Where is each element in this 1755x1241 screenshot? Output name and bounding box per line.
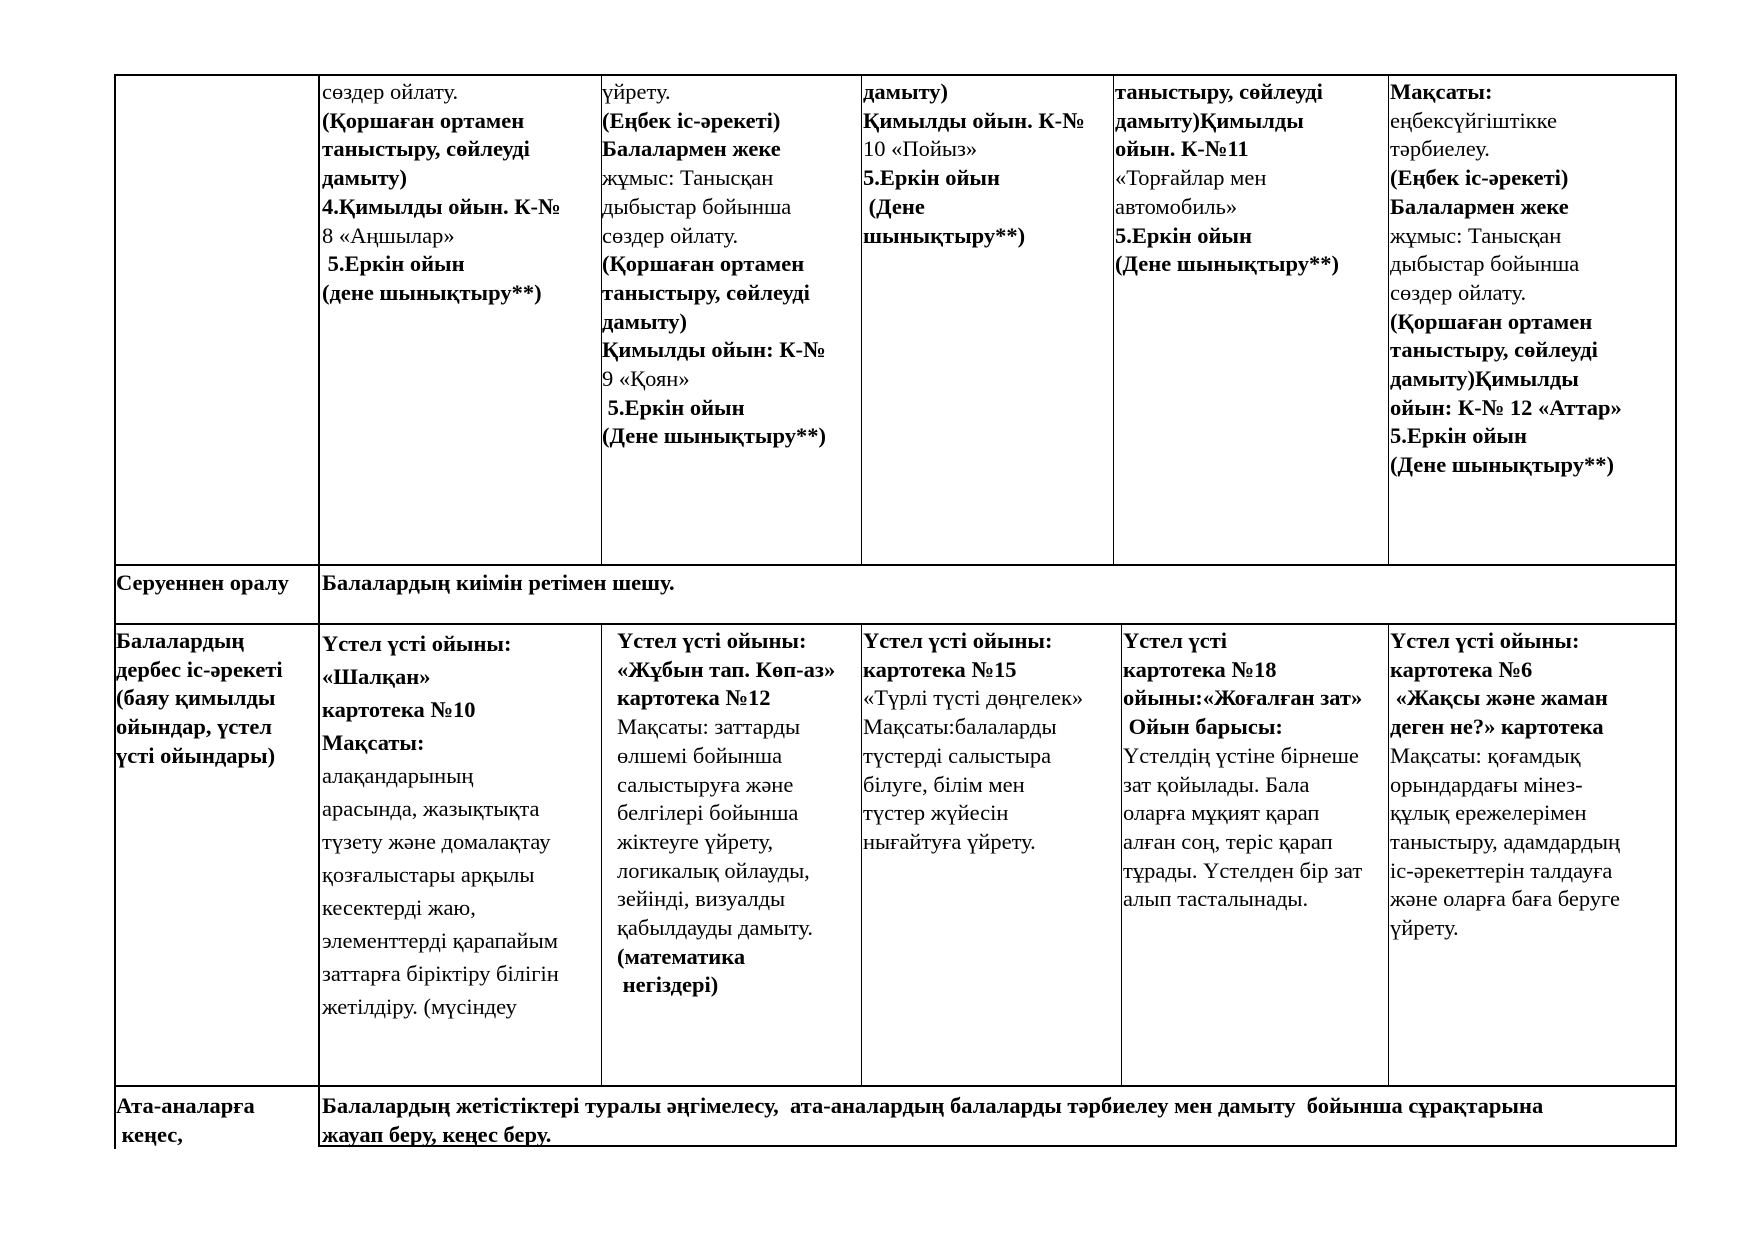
cell-line: Үстел үсті ойыны: [1390, 628, 1580, 653]
column-divider [861, 74, 862, 565]
cell-line: шынықтыру**) [863, 222, 1026, 248]
top-row-cell-3 [602, 78, 826, 451]
cell-line: 9 «Қоян» [602, 366, 690, 392]
cell-line: 5.Еркін ойын [863, 165, 1000, 191]
cell-line: (дене шынықтыру**) [322, 279, 542, 305]
cell-line: заттарға біріктіру білігін [322, 961, 559, 986]
cell-line: (математика [617, 943, 746, 969]
table-border-top [114, 74, 1677, 76]
cell-line: ойындар, үстел [116, 714, 273, 740]
cell-line: білуге, білім мен [863, 771, 1025, 797]
cell-line: түстер жүйесін [863, 800, 1009, 826]
top-row-cell-2 [322, 78, 561, 308]
cell-line: картотека №6 [1390, 656, 1533, 682]
cell-line: картотека №18 [1123, 656, 1277, 682]
cell-line: «Жақсы және жаман [1390, 685, 1608, 711]
cell-line: (Дене шынықтыру**) [602, 423, 826, 449]
cell-line: арасында, жазықтықта [322, 796, 540, 821]
cell-line: Мақсаты: [1390, 79, 1493, 104]
cell-line: картотека №15 [863, 656, 1017, 682]
cell-line: Ата-аналарға [116, 1093, 255, 1118]
cell-line: сөздер ойлату. [602, 222, 739, 248]
cell-line: ойыны:«Жоғалған зат» [1123, 685, 1363, 711]
cell-line: (Қоршаған ортамен [322, 107, 525, 133]
cell-line: таныстыру, сөйлеуді [1115, 79, 1323, 104]
cell-line: үйрету. [1390, 915, 1459, 941]
cell-line: белгілері бойынша [617, 800, 799, 826]
independent-cell-4 [863, 627, 1083, 857]
cell-line: 10 «Пойыз» [863, 136, 978, 162]
cell-line: жұмыс: Танысқан [602, 165, 774, 191]
column-divider [1388, 624, 1389, 1086]
cell-line: зейінді, визуалды [617, 886, 786, 912]
column-divider [1113, 74, 1114, 565]
cell-line: Үстел үсті ойыны: [322, 631, 512, 656]
independent-cell-5 [1123, 627, 1362, 914]
cell-line: кеңес, [116, 1122, 183, 1147]
cell-line: салыстыруға және [617, 771, 794, 797]
row-divider [114, 623, 1677, 625]
cell-line: үйрету. [602, 79, 671, 104]
cell-line: автомобиль» [1115, 193, 1238, 219]
cell-line: (баяу қимылды [116, 685, 276, 711]
cell-line: өлшемі бойынша [617, 742, 783, 768]
cell-line: Ойын барысы: [1123, 714, 1283, 740]
cell-line: «Шалқан» [322, 664, 431, 689]
return-row-label: Серуеннен оралу [116, 570, 289, 595]
return-row-text: Балалардың киімін ретімен шешу. [322, 570, 675, 595]
parents-row-text [322, 1091, 1543, 1149]
cell-line: (Дене шынықтыру**) [1390, 452, 1614, 478]
cell-line: сөздер ойлату. [322, 79, 459, 104]
cell-line: 8 «Аңшылар» [322, 222, 455, 248]
table-border-right [1675, 74, 1677, 1147]
cell-line: түстерді салыстыра [863, 742, 1052, 768]
cell-line: Балалардың жетістіктері туралы әңгімелесу, ата-аналардың балаларды тәрбиелеу мен дамыту бойынша сұрақтарына [322, 1093, 1544, 1118]
cell-line: (Қоршаған ортамен [602, 251, 805, 277]
parents-row-label [116, 1091, 255, 1149]
cell-line: таныстыру, сөйлеуді [322, 136, 530, 162]
cell-line: Қимылды ойын. К-№ [863, 107, 1085, 133]
cell-line: картотека №12 [617, 685, 771, 711]
cell-line: таныстыру, сөйлеуді [602, 279, 810, 305]
cell-line: 4.Қимылды ойын. К-№ [322, 193, 561, 219]
top-row-cell-6 [1390, 78, 1622, 480]
cell-line: тәрбиелеу. [1390, 136, 1490, 162]
cell-line: дамыту) [602, 308, 688, 334]
cell-line: ойын. К-№11 [1115, 136, 1249, 162]
cell-line: дамыту) [863, 79, 949, 104]
row-divider [114, 564, 1677, 566]
cell-line: Балалармен жеке [1390, 193, 1569, 219]
cell-line: жауап беру, кеңес беру. [322, 1122, 552, 1147]
cell-line: нығайтуға үйрету. [863, 828, 1036, 854]
cell-line: іс-әрекеттерін талдауға [1390, 857, 1613, 883]
cell-line: «Түрлі түсті дөңгелек» [863, 685, 1084, 711]
cell-line: дамыту)Қимылды [1115, 107, 1304, 133]
cell-line: Мақсаты: заттарды [617, 714, 801, 740]
cell-line: дамыту) [322, 165, 408, 191]
cell-line: 5.Еркін ойын [322, 251, 465, 277]
cell-line: қабылдауды дамыту. [617, 915, 813, 941]
independent-row-label [116, 627, 283, 771]
cell-line: жұмыс: Танысқан [1390, 222, 1562, 248]
cell-line: үсті ойындары) [116, 742, 276, 768]
cell-line: жіктеуге үйрету, [617, 828, 774, 854]
cell-line: «Торғайлар мен [1115, 165, 1267, 191]
cell-line: деген не?» картотека [1390, 714, 1604, 740]
cell-line: (Дене шынықтыру**) [1115, 251, 1339, 277]
cell-line: таныстыру, сөйлеуді [1390, 337, 1598, 363]
cell-line: Балалармен жеке [602, 136, 781, 162]
cell-line: оларға мұқият қарап [1123, 800, 1320, 826]
cell-line: таныстыру, адамдардың [1390, 828, 1621, 854]
column-divider [1121, 624, 1122, 1086]
cell-line: Мақсаты: қоғамдық [1390, 742, 1581, 768]
cell-line: негіздері) [617, 972, 719, 998]
cell-line: элементтерді қарапайым [322, 928, 558, 953]
independent-cell-6 [1390, 627, 1620, 943]
independent-cell-3 [617, 627, 835, 1000]
cell-line: құлық ережелерімен [1390, 800, 1587, 826]
cell-line: «Жұбын тап. Көп-аз» [617, 656, 836, 682]
cell-line: еңбексүйгіштікке [1390, 107, 1557, 133]
cell-line: орындардағы мінез- [1390, 771, 1583, 797]
top-row-cell-5 [1115, 78, 1339, 279]
cell-line: кесектерді жаю, [322, 895, 476, 920]
cell-line: Мақсаты:балаларды [863, 714, 1057, 740]
cell-line: Үстел үсті ойыны: [617, 628, 807, 653]
cell-line: Үстел үсті [1123, 628, 1228, 653]
cell-line: дыбыстар бойынша [602, 193, 792, 219]
cell-line: 5.Еркін ойын [1115, 222, 1252, 248]
cell-line: және оларға баға беруге [1390, 886, 1620, 912]
cell-line: Балалардың [116, 628, 245, 653]
independent-cell-2 [322, 627, 559, 1023]
cell-line: ойын: К-№ 12 «Аттар» [1390, 394, 1622, 420]
cell-line: (Дене [863, 193, 925, 219]
cell-line: (Қоршаған ортамен [1390, 308, 1593, 334]
cell-line: Мақсаты: [322, 730, 425, 755]
cell-line: тұрады. Үстелден бір зат [1123, 857, 1363, 883]
cell-line: (Еңбек іс-әрекеті) [1390, 165, 1569, 191]
cell-line: Үстелдің үстіне бірнеше [1123, 742, 1359, 768]
cell-line: Үстел үсті ойыны: [863, 628, 1053, 653]
cell-line: 5.Еркін ойын [602, 394, 745, 420]
cell-line: дыбыстар бойынша [1390, 251, 1580, 277]
cell-line: түзету және домалақтау [322, 829, 551, 854]
cell-line: логикалық ойлауды, [617, 857, 810, 883]
cell-line: алып тасталынады. [1123, 886, 1309, 912]
cell-line: зат қойылады. Бала [1123, 771, 1310, 797]
cell-line: дамыту)Қимылды [1390, 366, 1579, 392]
cell-line: Қимылды ойын: К-№ [602, 337, 826, 363]
cell-line: картотека №10 [322, 697, 476, 722]
cell-line: дербес іс-әрекеті [116, 656, 283, 682]
row-divider [114, 1085, 1677, 1087]
cell-line: (Еңбек іс-әрекеті) [602, 107, 781, 133]
cell-line: қозғалыстары арқылы [322, 862, 535, 887]
cell-line: алған соң, теріс қарап [1123, 828, 1333, 854]
column-divider [318, 74, 320, 1147]
table-border-left [114, 74, 116, 1149]
cell-line: сөздер ойлату. [1390, 279, 1527, 305]
top-row-cell-4 [863, 78, 1085, 250]
cell-line: жетілдіру. (мүсіндеу [322, 994, 517, 1019]
cell-line: 5.Еркін ойын [1390, 423, 1527, 449]
cell-line: алақандарының [322, 763, 474, 788]
column-divider [861, 624, 862, 1086]
column-divider [601, 624, 602, 1086]
column-divider [1388, 74, 1389, 565]
